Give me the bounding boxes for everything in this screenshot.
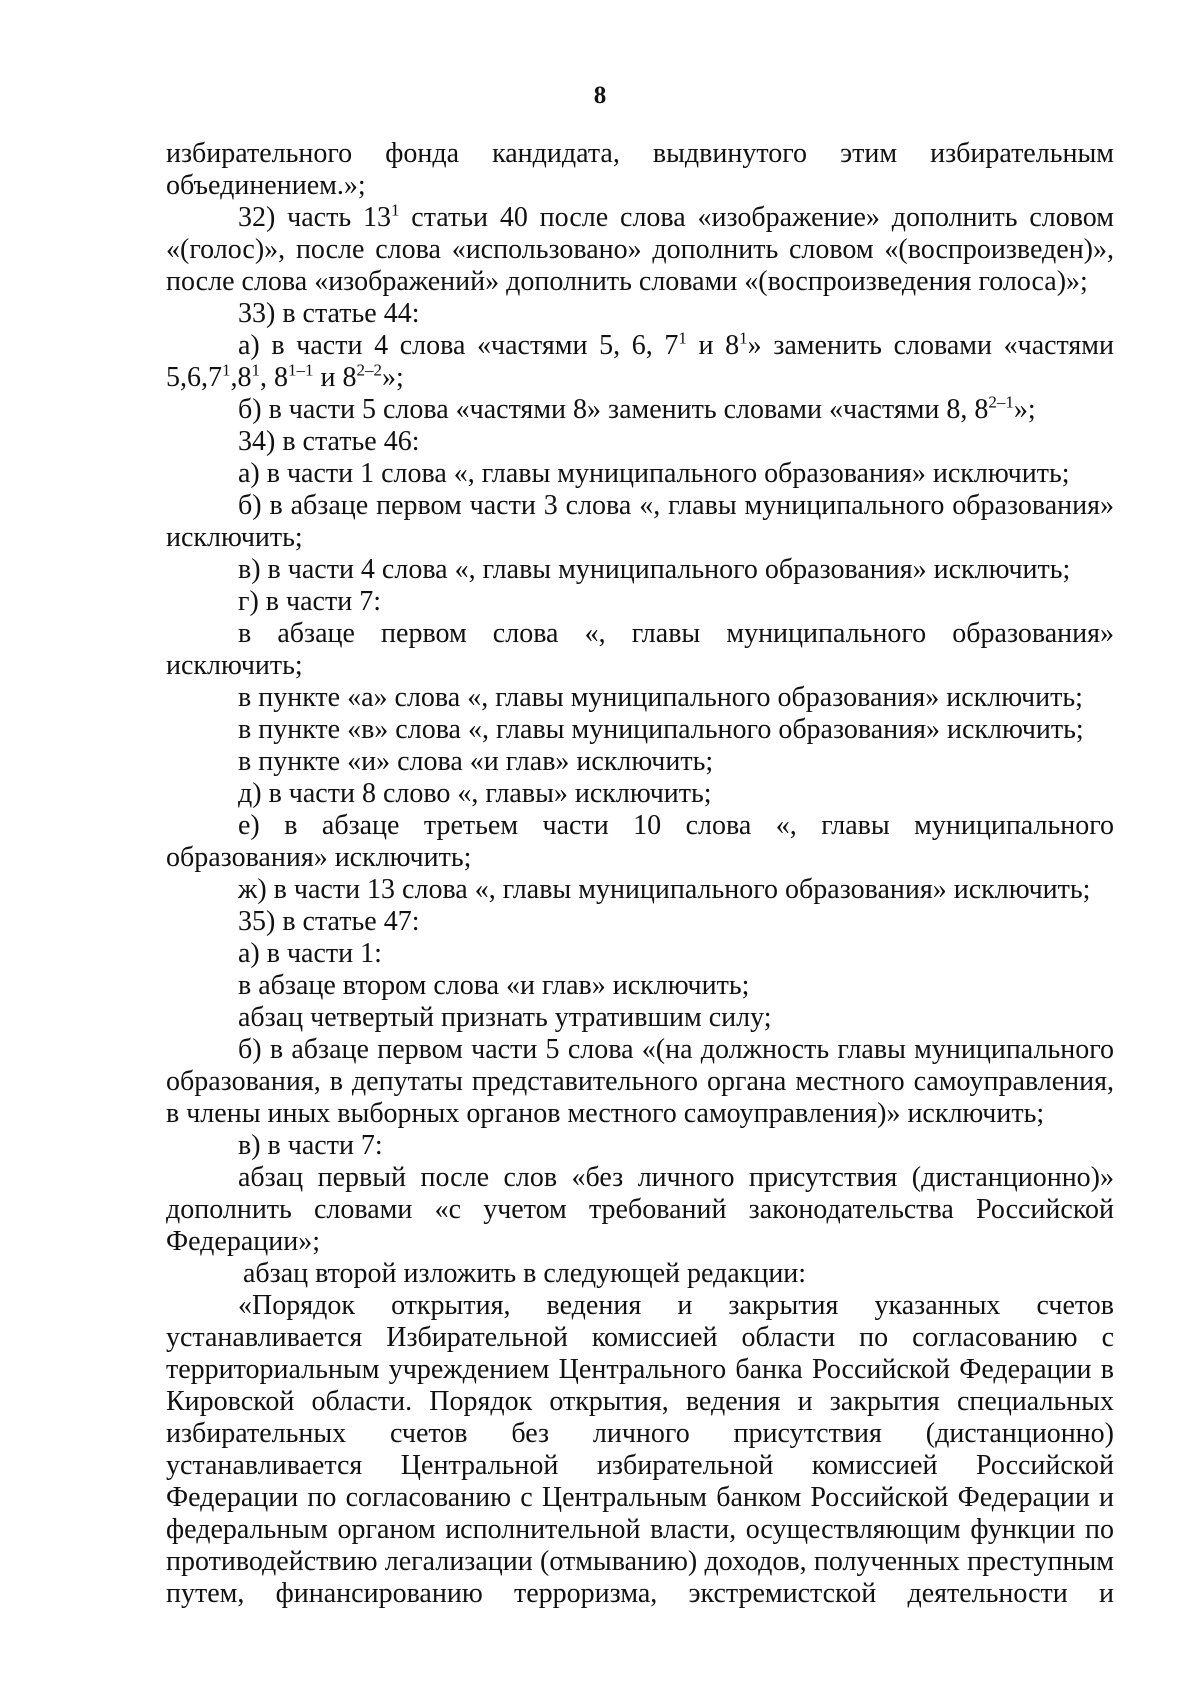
text-run: а) в части 1: (238, 938, 382, 969)
text-run: абзац первый после слов «без личного присутствия (дистанционно)» дополнить словами «с учетом требований законодательства Российской Федерации»; (166, 1162, 1114, 1257)
paragraph (166, 490, 1114, 554)
paragraph (166, 394, 1114, 426)
superscript-index: 1–1 (288, 360, 314, 380)
text-run: ,8 (230, 362, 252, 393)
paragraph (166, 298, 1114, 330)
paragraph (166, 618, 1114, 682)
text-run: 32) часть 13 (238, 202, 391, 233)
text-run: а) в части 4 слова «частями 5, 6, 7 (238, 330, 679, 361)
text-run: 34) в статье 46: (238, 426, 420, 457)
text-run: а) в части 1 слова «, главы муниципального образования» исключить; (238, 458, 1070, 489)
text-run: в пункте «а» слова «, главы муниципального образования» исключить; (238, 682, 1083, 713)
superscript-index: 1 (739, 328, 748, 348)
text-run: в) в части 4 слова «, главы муниципального образования» исключить; (238, 554, 1071, 585)
text-run: ж) в части 13 слова «, главы муниципального образования» исключить; (238, 874, 1091, 905)
text-run: и 8 (686, 330, 740, 361)
paragraph (166, 1258, 1114, 1290)
text-run: абзац четвертый признать утратившим силу; (238, 1002, 772, 1033)
text-run: и 8 (313, 362, 357, 393)
text-run: 33) в статье 44: (238, 298, 420, 329)
text-run: б) в абзаце первом части 3 слова «, главы муниципального образования» исключить; (166, 490, 1114, 553)
text-run: абзац второй изложить в следующей редакции: (243, 1258, 807, 1289)
document-body (166, 138, 1114, 1610)
paragraph (166, 810, 1114, 874)
text-run: »; (381, 362, 404, 393)
paragraph (166, 746, 1114, 778)
text-run: избирательного фонда кандидата, выдвинутого этим избирательным (166, 138, 1114, 169)
paragraph (166, 906, 1114, 938)
superscript-index: 2–2 (356, 360, 382, 380)
paragraph (166, 778, 1114, 810)
text-run: д) в части 8 слово «, главы» исключить; (238, 778, 712, 809)
paragraph (166, 970, 1114, 1002)
paragraph (166, 170, 1114, 202)
text-run: г) в части 7: (238, 586, 381, 617)
paragraph (166, 202, 1114, 298)
superscript-index: 1 (251, 360, 260, 380)
superscript-index: 1 (390, 200, 400, 220)
paragraph (166, 682, 1114, 714)
paragraph (166, 138, 1114, 170)
text-run: в) в части 7: (238, 1130, 383, 1161)
text-run: б) в части 5 слова «частями 8» заменить словами «частями 8, 8 (238, 394, 989, 425)
paragraph (166, 1034, 1114, 1130)
paragraph (166, 874, 1114, 906)
text-run: в абзаце втором слова «и глав» исключить; (238, 970, 750, 1001)
text-run: «Порядок открытия, ведения и закрытия указанных счетов устанавливается Избирательной комиссией области по согласованию с территориальным учреждением Центрального банка Российской Федерации в Кировской области. Порядок открытия, ведения и закрытия специальных избирательных счетов без личного присутствия (дистанционно) устанавливается Центральной избирательной комиссией Российской Федерации по согласованию с Центральным банком Российской Федерации и федеральным органом исполнительной власти, осуществляющим функции по противодействию легализации (отмыванию) доходов, полученных преступным путем, финансированию терроризма, экстремистской деятельности и (166, 1290, 1114, 1609)
paragraph (166, 1162, 1114, 1258)
text-run: в пункте «в» слова «, главы муниципального образования» исключить; (238, 714, 1084, 745)
text-run: , 8 (260, 362, 288, 393)
paragraph (166, 1002, 1114, 1034)
paragraph (166, 586, 1114, 618)
paragraph (166, 330, 1114, 394)
paragraph (166, 554, 1114, 586)
text-run: 35) в статье 47: (238, 906, 420, 937)
text-run: » заменить словами «частями 5,6,7 (166, 330, 1114, 393)
text-run: е) в абзаце третьем части 10 слова «, главы муниципального образования» исключить; (166, 810, 1114, 873)
paragraph (166, 1290, 1114, 1610)
superscript-index: 2–1 (988, 392, 1014, 412)
superscript-index: 1 (222, 360, 231, 380)
text-run: статьи 40 после слова «изображение» дополнить словом «(голос)», после слова «использовано» дополнить словом «(воспроизведен)», после слова «изображений» дополнить словами «(воспроизведения голоса)»; (166, 202, 1114, 297)
paragraph (166, 458, 1114, 490)
page-number: 8 (593, 82, 607, 109)
paragraph (166, 1130, 1114, 1162)
paragraph (166, 426, 1114, 458)
paragraph (166, 938, 1114, 970)
text-run: в абзаце первом слова «, главы муниципального образования» исключить; (166, 618, 1114, 681)
paragraph (166, 714, 1114, 746)
superscript-index: 1 (678, 328, 687, 348)
text-run: в пункте «и» слова «и глав» исключить; (238, 746, 714, 777)
text-run: б) в абзаце первом части 5 слова «(на должность главы муниципального образования, в депутаты представительного органа местного самоуправления, в члены иных выборных органов местного самоуправления)» исключить; (166, 1034, 1114, 1129)
text-run: »; (1013, 394, 1036, 425)
text-run: объединением.»; (166, 170, 366, 201)
